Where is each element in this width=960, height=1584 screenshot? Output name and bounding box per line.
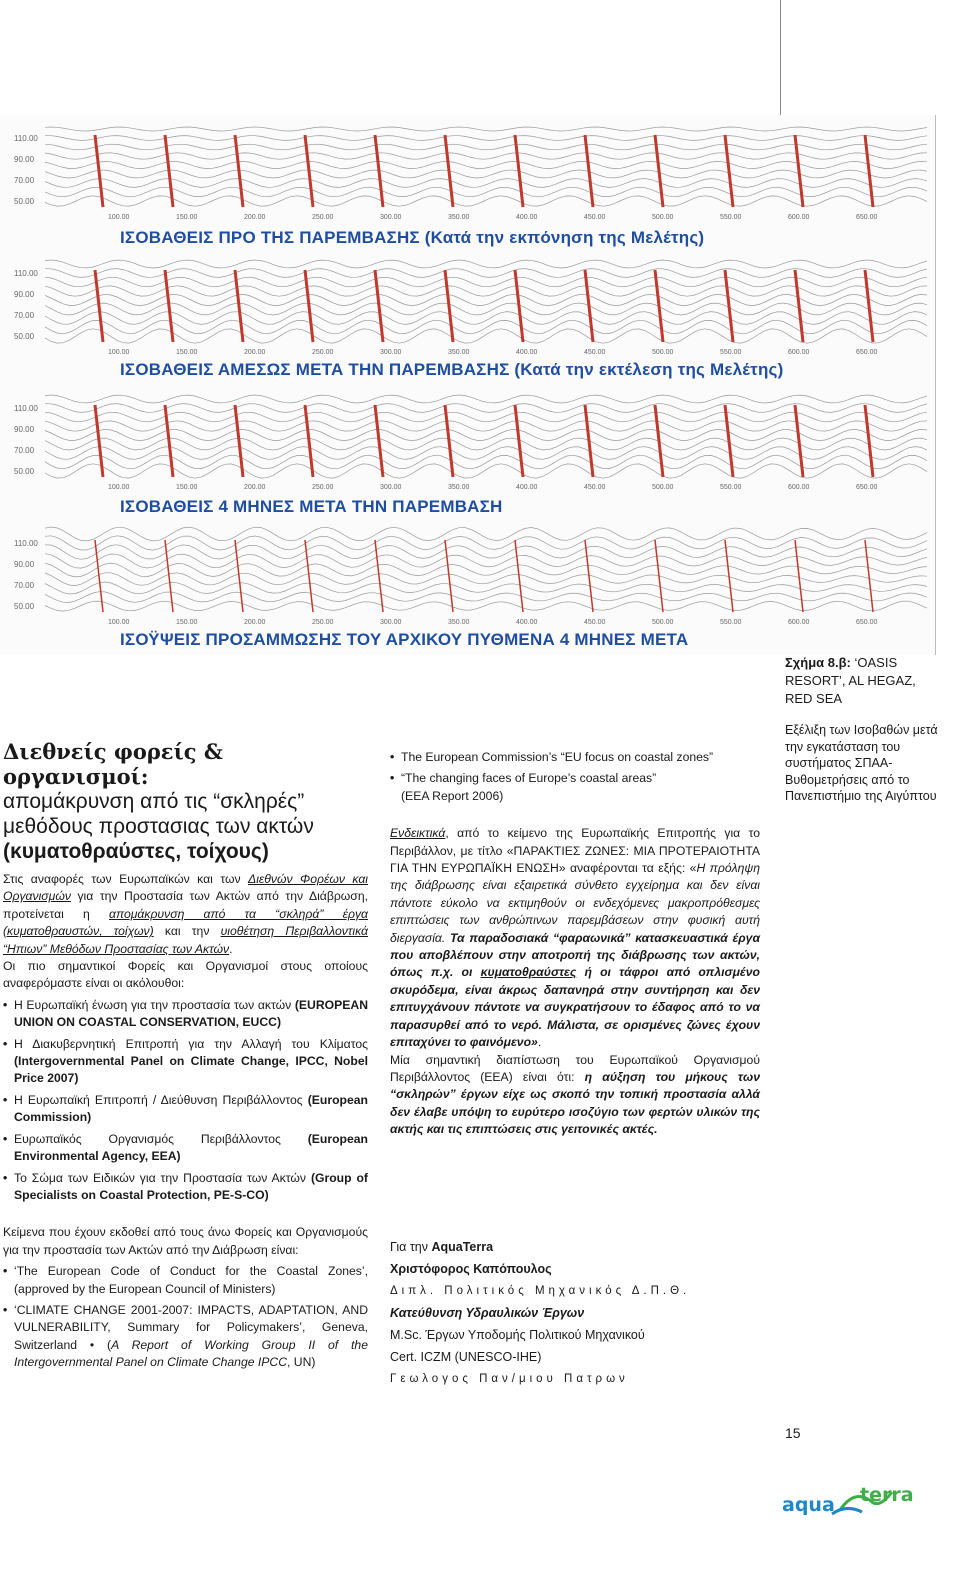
y-tick-label: 50.00 <box>14 332 35 341</box>
section-heading: Διεθνείς φορείς & οργανισμοί: <box>3 739 223 789</box>
list-item: • The European Commission’s “EU focus on coastal zones” <box>390 749 760 766</box>
x-tick-label: 600.00 <box>788 619 810 626</box>
author-specialization: Κατεύθυνση Υδραυλικών Έργων <box>390 1306 585 1320</box>
groyne-mark <box>305 540 313 612</box>
x-tick-label: 500.00 <box>652 349 674 356</box>
x-tick-label: 500.00 <box>652 214 674 221</box>
contour-line <box>45 582 927 594</box>
contour-line <box>45 127 927 131</box>
y-tick-label: 70.00 <box>14 176 35 185</box>
link-hard-works: απομάκρυνση από τα “σκληρά” έργα (κυματοθραυστών, τοίχων) <box>3 906 368 939</box>
groyne-mark <box>795 405 803 477</box>
x-tick-label: 450.00 <box>584 484 606 491</box>
author-degree: M.Sc. Έργων Υποδομής Πολιτικού Μηχανικού <box>390 1328 645 1342</box>
contour-line <box>45 455 927 469</box>
contour-line <box>45 545 927 560</box>
y-tick-label: 50.00 <box>14 467 35 476</box>
author-geologist: Γεωλογος Παν/μιου Πατρων <box>390 1373 629 1385</box>
panel-title: ΙΣΟΒΑΘΕΙΣ ΠΡΟ ΤΗΣ ΠΑΡΕΜΒΑΣΗΣ (Κατά την εκπόνηση της Μελέτης) <box>120 228 705 247</box>
contour-line <box>45 320 927 334</box>
contour-line <box>45 170 927 178</box>
list-item: • Το Σώμα των Ειδικών για την Προστασία των Ακτών (Group of Specialists on Coastal Protection, PE-S-CO) <box>3 1170 368 1205</box>
contour-line <box>45 153 927 159</box>
groyne-mark <box>655 135 663 207</box>
y-tick-label: 70.00 <box>14 446 35 455</box>
link-international-bodies: Διεθνών Φορέων και Οργανισμών <box>3 872 368 904</box>
x-tick-label: 450.00 <box>584 349 606 356</box>
groyne-mark <box>865 540 873 612</box>
x-tick-label: 400.00 <box>516 214 538 221</box>
groyne-mark <box>235 405 243 477</box>
x-tick-label: 200.00 <box>244 214 266 221</box>
caption-label: Σχήμα 8.β: <box>785 655 851 670</box>
x-tick-label: 200.00 <box>244 619 266 626</box>
groyne-mark <box>375 540 383 612</box>
list-item: • ‘CLIMATE CHANGE 2001-2007: IMPACTS, ADAPTATION, AND VULNERABILITY, Summary for Policymakers’, Geneva, Switzerland • (A Report of Working Group II of the Intergovernmental Panel on Climate Change IPCC, UN) <box>3 1302 368 1372</box>
section-subheading-bold: (κυματοθραύστες, τοίχους) <box>3 840 269 863</box>
left-column <box>3 739 368 1378</box>
x-tick-label: 250.00 <box>312 214 334 221</box>
figure-panel-after <box>0 250 935 385</box>
x-tick-label: 400.00 <box>516 349 538 356</box>
contour-line <box>45 329 927 343</box>
contour-line <box>45 312 927 325</box>
x-tick-label: 400.00 <box>516 484 538 491</box>
y-tick-label: 70.00 <box>14 581 35 590</box>
y-tick-label: 90.00 <box>14 425 35 434</box>
x-tick-label: 200.00 <box>244 484 266 491</box>
groyne-mark <box>795 540 803 612</box>
author-certificate: Cert. ICZM (UNESCO-IHE) <box>390 1350 542 1364</box>
x-tick-label: 550.00 <box>720 484 742 491</box>
contour-line <box>45 563 927 577</box>
groyne-mark <box>655 540 663 612</box>
list-item: • Η Ευρωπαϊκή Επιτροπή / Διεύθυνση Περιβάλλοντος (European Commission) <box>3 1092 368 1127</box>
orgs-intro: Οι πιο σημαντικοί Φορείς και Οργανισμοί στους οποίους αναφερόμαστε είναι οι ακόλουθοι: <box>3 959 368 991</box>
y-tick-label: 90.00 <box>14 290 35 299</box>
groyne-mark <box>305 135 313 207</box>
groyne-mark <box>375 405 383 477</box>
groyne-mark <box>235 270 243 342</box>
author-name: Χριστόφορος Καπόπουλος <box>390 1262 552 1276</box>
x-tick-label: 350.00 <box>448 484 470 491</box>
x-tick-label: 550.00 <box>720 214 742 221</box>
x-tick-label: 250.00 <box>312 484 334 491</box>
list-item: • Η Ευρωπαϊκή ένωση για την προστασία των ακτών (EUROPEAN UNION ON COASTAL CONSERVATION, EUCC) <box>3 997 368 1032</box>
contour-line <box>45 161 927 168</box>
groyne-mark <box>515 135 523 207</box>
list-item: • Η Διακυβερνητική Επιτροπή για την Αλλαγή του Κλίματος (Intergovernmental Panel on Climate Change, IPCC, Nobel Price 2007) <box>3 1036 368 1088</box>
list-item: • Ευρωπαϊκός Οργανισμός Περιβάλλοντος (European Environmental Agency, EEA) <box>3 1131 368 1166</box>
y-tick-label: 110.00 <box>14 269 38 278</box>
caption-text: ‘OASIS RESORT’, AL HEGAZ, RED SEA <box>785 655 916 706</box>
y-tick-label: 110.00 <box>14 539 38 548</box>
x-tick-label: 150.00 <box>176 349 198 356</box>
eu-commission-paragraph: Ενδεικτικά, από το κείμενο της Ευρωπαϊκής Επιτροπής για το Περιβάλλον, με τίτλο «ΠΑΡΑΚΤΙΕΣ ΖΩΝΕΣ: ΜΙΑ ΠΡΟΤΕΡΑΙΟΤΗΤΑ ΓΙΑ ΤΗΝ ΕΥΡΩΠΑΪΚΗ ΕΝΩΣΗ» αναφέρονται τα εξής: «Η πρόληψη της διάβρωσης είναι εξαιρετικά σύνθετο εγχείρημα και δεν είναι πάντοτε εύκολο να εκτιμηθούν οι ενδεχόμενες μακροπρόθεσμες επιπτώσεις των ανθρώπινων παρεμβάσεων στην φυσική αυτή διεργασία. Τα παραδοσιακά “φαραωνικά” κατασκευαστικά έργα που αποβλέπουν στην αποτροπή της διάβρωσης των ακτών, όπως π.χ. οι κυματοθραύστες ή οι τάφροι από οπλισμένο σκυρόδεμα, είναι άκρως δαπανηρά στην συντήρηση και δεν επιτυγχάνουν πάντοτε να συγκρατήσουν το έδαφος από το να παρασυρθεί από το νερό. Μάλιστα, σε ορισμένες ζώνες έχουν επιταχύνει το φαινόμενο». <box>390 826 761 1050</box>
signature-for: Για την AquaTerra <box>390 1240 494 1254</box>
groyne-mark <box>795 135 803 207</box>
x-tick-label: 450.00 <box>584 619 606 626</box>
groyne-mark <box>585 270 593 342</box>
groyne-mark <box>515 540 523 612</box>
x-tick-label: 550.00 <box>720 349 742 356</box>
x-tick-label: 350.00 <box>448 349 470 356</box>
link-breakwaters: κυματοθραύστες <box>480 965 577 980</box>
y-tick-label: 110.00 <box>14 404 38 413</box>
x-tick-label: 300.00 <box>380 484 402 491</box>
documents-intro: Κείμενα που έχουν εκδοθεί από τους άνω Φορείς και Οργανισμούς για την προστασία των Ακτών από την Διάβρωση είναι: <box>3 1225 368 1257</box>
groyne-mark <box>445 135 453 207</box>
groyne-mark <box>235 540 243 612</box>
y-tick-label: 90.00 <box>14 155 35 164</box>
x-tick-label: 550.00 <box>720 619 742 626</box>
eea-paragraph: Μία σημαντική διαπίστωση του Ευρωπαϊκού Οργανισμού Περιβάλλοντος (ΕΕΑ) είναι ότι: η αύξηση του μήκους των “σκληρών” έργων είχε ως σκοπό την τοπική προστασία αλλά δεν έλαβε υπόψη το ευρύτερο ισοζύγιο των φερτών υλικών της ακτής και τις επιπτώσεις στις γειτονικές ακτές. <box>390 1052 760 1137</box>
y-tick-label: 70.00 <box>14 311 35 320</box>
groyne-mark <box>655 270 663 342</box>
x-tick-label: 300.00 <box>380 619 402 626</box>
organizations-list <box>3 997 368 1204</box>
x-tick-label: 650.00 <box>856 349 878 356</box>
logo-text-terra: terra <box>860 1484 914 1506</box>
contour-line <box>45 601 927 611</box>
aquaterra-logo <box>780 1480 930 1525</box>
y-tick-label: 110.00 <box>14 134 38 143</box>
contour-line <box>45 464 927 478</box>
figure-caption <box>785 654 935 708</box>
documents-list <box>3 1263 368 1371</box>
link-soft-methods: υιοθέτηση Περιβαλλοντικά “Ηπιων” Μεθόδων Προστασίας των Ακτών <box>3 924 368 956</box>
eu-reports-list <box>390 749 760 805</box>
groyne-mark <box>445 270 453 342</box>
top-divider-line <box>780 0 781 115</box>
x-tick-label: 100.00 <box>108 484 130 491</box>
x-tick-label: 100.00 <box>108 214 130 221</box>
intro-paragraph: Στις αναφορές των Ευρωπαϊκών και των Διεθνών Φορέων και Οργανισμών για την Προστασία των Ακτών από την Διάβρωση, προτείνεται η απομάκρυνση από τα “σκληρά” έργα (κυματοθραυστών, τοίχων) και την υιοθέτηση Περιβαλλοντικά “Ηπιων” Μεθόδων Προστασίας των Ακτών. <box>3 872 368 956</box>
x-tick-label: 100.00 <box>108 349 130 356</box>
contour-line <box>45 179 927 188</box>
x-tick-label: 250.00 <box>312 619 334 626</box>
x-tick-label: 300.00 <box>380 214 402 221</box>
x-tick-label: 600.00 <box>788 349 810 356</box>
figure-panel-4months <box>0 385 935 520</box>
x-tick-label: 100.00 <box>108 619 130 626</box>
list-item: • “The changing faces of Europe’s coastal areas” (EEA Report 2006) <box>390 770 760 805</box>
panel-title: ΙΣΟΫΨΕΙΣ ΠΡΟΣΑΜΜΩΣΗΣ ΤΟΥ ΑΡΧΙΚΟΥ ΠΥΘΜΕΝΑ 4 ΜΗΝΕΣ ΜΕΤΑ <box>120 630 689 649</box>
x-tick-label: 450.00 <box>584 214 606 221</box>
x-tick-label: 400.00 <box>516 619 538 626</box>
groyne-mark <box>585 405 593 477</box>
contour-line <box>45 260 927 268</box>
groyne-mark <box>445 540 453 612</box>
figure-panel-accretion <box>0 520 935 655</box>
panel-title: ΙΣΟΒΑΘΕΙΣ ΑΜΕΣΩΣ ΜΕΤΑ ΤΗΝ ΠΑΡΕΜΒΑΣΗΣ (Κατά την εκτέλεση της Μελέτης) <box>120 360 784 379</box>
contour-line <box>45 196 927 206</box>
figure-description: Εξέλιξη των Ισοβαθών μετά την εγκατάσταση του συστήματος ΣΠΑΑ- Βυθομετρήσεις από το Πανεπιστήμιο της Αιγύπτου <box>785 723 938 803</box>
figure-panel-before <box>0 115 935 250</box>
y-tick-label: 50.00 <box>14 197 35 206</box>
x-tick-label: 650.00 <box>856 484 878 491</box>
right-column <box>390 745 760 1139</box>
x-tick-label: 150.00 <box>176 484 198 491</box>
contour-line <box>45 187 927 197</box>
section-subheading: απομάκρυνση από τις “σκληρές” μεθόδους προστασιας των ακτών <box>3 790 314 838</box>
y-tick-label: 50.00 <box>14 602 35 611</box>
page-number: 15 <box>785 1425 801 1441</box>
x-tick-label: 500.00 <box>652 484 674 491</box>
groyne-mark <box>375 270 383 342</box>
panel-title: ΙΣΟΒΑΘΕΙΣ 4 ΜΗΝΕΣ ΜΕΤΑ ΤΗΝ ΠΑΡΕΜΒΑΣΗ <box>120 497 503 516</box>
x-tick-label: 600.00 <box>788 484 810 491</box>
x-tick-label: 500.00 <box>652 619 674 626</box>
x-tick-label: 650.00 <box>856 619 878 626</box>
x-tick-label: 350.00 <box>448 214 470 221</box>
x-tick-label: 150.00 <box>176 619 198 626</box>
contour-line <box>45 573 927 586</box>
contour-line <box>45 592 927 603</box>
logo-text-aqua: aqua <box>782 1494 835 1516</box>
x-tick-label: 300.00 <box>380 349 402 356</box>
x-tick-label: 150.00 <box>176 214 198 221</box>
bathymetry-figure <box>0 115 936 655</box>
author-signature <box>390 1236 760 1390</box>
x-tick-label: 200.00 <box>244 349 266 356</box>
groyne-mark <box>795 270 803 342</box>
author-title: Διπλ. Πολιτικός Μηχανικός Δ.Π.Θ. <box>390 1285 691 1297</box>
link-indicatively: Ενδεικτικά <box>390 826 446 841</box>
x-tick-label: 350.00 <box>448 619 470 626</box>
list-item: • ‘The European Code of Conduct for the Coastal Zones’, (approved by the European Council of Ministers) <box>3 1263 368 1298</box>
x-tick-label: 600.00 <box>788 214 810 221</box>
x-tick-label: 650.00 <box>856 214 878 221</box>
groyne-mark <box>725 135 733 207</box>
groyne-mark <box>235 135 243 207</box>
groyne-mark <box>445 405 453 477</box>
x-tick-label: 250.00 <box>312 349 334 356</box>
contour-line <box>45 395 927 403</box>
contour-line <box>45 447 927 460</box>
groyne-mark <box>655 405 663 477</box>
y-tick-label: 90.00 <box>14 560 35 569</box>
